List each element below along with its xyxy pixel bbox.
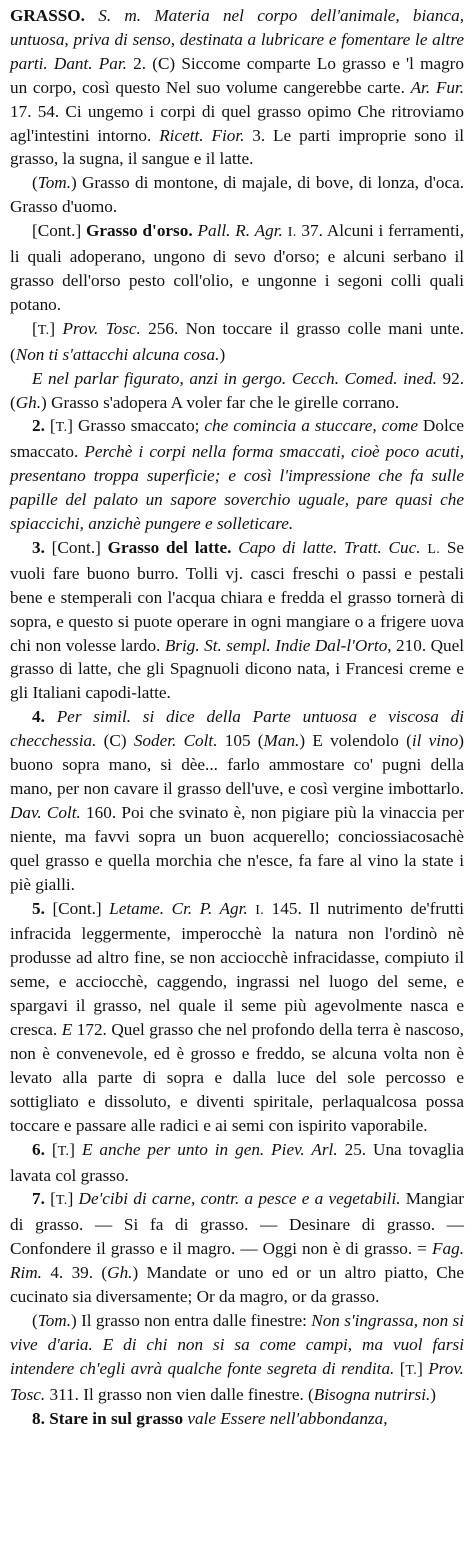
- italic-text: Man.: [263, 731, 300, 751]
- italic-text: Brig. St. sempl. Indie Dal-l'Orto: [164, 635, 388, 655]
- entry-paragraph: [10, 1187, 464, 1309]
- body-text: 3. Le parti improprie sono il grasso, la sugna, il sangue e il latte.: [10, 125, 465, 169]
- body-text: (: [32, 1310, 38, 1330]
- entry-paragraph: [10, 317, 464, 367]
- italic-text: Ar. Fur.: [410, 77, 465, 97]
- italic-text: Tom.: [37, 173, 72, 193]
- italic-text: Capo di latte. Tratt. Cuc.: [238, 537, 421, 557]
- body-text: [: [394, 1358, 406, 1378]
- body-text: 160. Poi che svinato è, non pigiare più la vinaccia per niente, ma favvi sopra un buon acquerello; conciossiacosachè quel grasso e quella morchia che n'esce, fa fare al vino la state i piè gialli.: [10, 802, 465, 894]
- body-text: ) E volendolo (: [299, 731, 412, 751]
- italic-text: Non ti s'attacchi alcuna cosa.: [15, 344, 220, 364]
- body-text: [: [44, 1139, 58, 1159]
- italic-text: Pall. R. Agr.: [197, 221, 283, 241]
- body-text: ]: [417, 1358, 429, 1378]
- small-caps-text: L.: [427, 540, 441, 557]
- body-text: [Cont.]: [44, 898, 110, 918]
- small-caps-text: I.: [255, 901, 265, 918]
- entry-heading: 2.: [32, 416, 45, 436]
- italic-text: vale Essere nell'abbondanza,: [187, 1408, 388, 1428]
- entry-heading: Grasso del latte.: [107, 537, 232, 557]
- body-text: Mangiar di grasso. — Si fa di grasso. — Desinare di grasso. — Confondere il grasso e il magro. — Oggi non è di grasso. =: [10, 1189, 465, 1259]
- entry-paragraph: [10, 1407, 464, 1431]
- italic-text: Bisogna nutrirsi.: [313, 1384, 431, 1404]
- italic-text: Per simil. si dice della Parte untuosa e viscosa di checchessia.: [10, 707, 464, 751]
- small-caps-text: I.: [287, 224, 297, 241]
- italic-text: Soder. Colt.: [133, 731, 218, 751]
- body-text: ) buono sopra mano, si dèe... farlo ammostare co' pugni della mano, per non cavare il grasso dell'uve, e così vergine imbottarlo.: [10, 731, 464, 798]
- italic-text: Prov. Tosc.: [10, 1358, 464, 1404]
- italic-text: Fag. Rim.: [10, 1239, 464, 1283]
- body-text: 92. (: [10, 368, 465, 412]
- body-text: 17. 54. Ci ungemo i corpi di quel grasso opimo Che ritroviamo agl'intestini intorno.: [10, 101, 464, 145]
- body-text: ]: [67, 1189, 79, 1209]
- body-text: ) Il grasso non entra dalle finestre:: [71, 1310, 312, 1330]
- body-text: (C): [96, 731, 134, 751]
- small-caps-text: T.: [55, 1192, 68, 1209]
- italic-text: Tom.: [37, 1310, 72, 1330]
- italic-text: E anche per unto in gen. Piev. Arl.: [81, 1139, 338, 1159]
- small-caps-text: T.: [37, 321, 50, 338]
- italic-text: il vino: [411, 731, 459, 751]
- italic-text: E nel parlar figurato, anzi in gergo. Cecch. Comed. ined.: [32, 368, 437, 388]
- entry-heading: 8. Stare in sul grasso: [32, 1408, 184, 1428]
- body-text: , 210. Quel grasso di latte, che gli Spagnuoli dicono nata, i Francesi creme e gli Italiani capodi-latte.: [10, 635, 464, 703]
- entry-paragraph: [10, 171, 464, 219]
- body-text: 311. Il grasso non vien dalle finestre. (: [45, 1384, 314, 1404]
- body-text: ): [219, 344, 226, 364]
- italic-text: che comincia a stuccare, come: [204, 416, 418, 436]
- body-text: 145. Il nutrimento de'frutti infracida leggermente, imperocchè la natura non l'ordinò nè produsse ad altro fine, se non acciocchè infracidasse, compiuto il seme, e acciocchè, caggendo, ingrassi nel luogo del seme, e spargavi il grasso, nel quale il seme più agevolmente nasca e cresca.: [10, 898, 465, 1040]
- entry-heading: 3.: [32, 537, 45, 557]
- small-caps-text: T.: [405, 1361, 418, 1378]
- body-text: 25. Una tovaglia lavata col grasso.: [10, 1139, 464, 1185]
- body-text: ]: [49, 318, 63, 338]
- entry-heading: Grasso d'orso.: [86, 221, 193, 241]
- entry-heading: 7.: [32, 1189, 45, 1209]
- italic-text: Letame. Cr. P. Agr.: [109, 898, 248, 918]
- body-text: 37. Alcuni i ferramenti, li quali adoperano, ungono di sevo d'orso; e alcuni serbano il grasso dell'orso pesto coll'olio, e ungonne i segoni colli quali potano.: [10, 221, 464, 314]
- entry-paragraph: [10, 1309, 464, 1407]
- italic-text: S. m. Materia nel corpo dell'animale, bianca, untuosa, priva di senso, destinata a lubricare e fomentare le altre parti. Dant. Par.: [10, 6, 464, 73]
- italic-text: Perchè i corpi nella forma smaccati, cioè poco acuti, presentano troppa superficie; e così l'impressione che fa sulle papille del palato un sapore soverchio uguale, pare quasi che spiaccichi, anzichè pungere e solleticare.: [10, 442, 464, 534]
- italic-text: Dav. Colt.: [10, 802, 81, 822]
- italic-text: Prov. Tosc.: [62, 318, 141, 338]
- italic-text: Gh.: [15, 392, 42, 412]
- italic-text: Gh.: [107, 1263, 133, 1283]
- body-text: [Cont.]: [44, 537, 108, 557]
- body-text: ]: [69, 1139, 82, 1159]
- entry-paragraph: [10, 536, 464, 705]
- entry-paragraph: [10, 897, 464, 1138]
- entry-paragraph: [10, 1138, 464, 1188]
- body-text: (: [32, 173, 38, 193]
- entry-heading: 5.: [32, 898, 45, 918]
- body-text: [: [32, 318, 38, 338]
- entry-paragraph: [10, 414, 464, 536]
- italic-text: De'cibi di carne, contr. a pesce e a vegetabili.: [78, 1189, 401, 1209]
- body-text: ) Grasso s'adopera A voler far che le girelle corrano.: [41, 392, 400, 412]
- body-text: 2. (C) Siccome comparte Lo grasso e 'l magro un corpo, così questo Nel suo volume cangerebbe carte.: [10, 53, 464, 97]
- small-caps-text: T.: [55, 419, 68, 436]
- body-text: [: [44, 416, 56, 436]
- body-text: 256. Non toccare il grasso colle mani unte. (: [10, 318, 464, 364]
- entry-paragraph: [10, 219, 464, 317]
- italic-text: Ricett. Fior.: [159, 125, 245, 145]
- body-text: Se vuoli fare buono burro. Tolli vj. casci freschi o passi e pestali bene e stemperali con l'acqua chiara e fredda el grasso tornerà di sopra, e questo si puote operare in ogni mangiare o a frigere uova chi non volesse lardo.: [10, 537, 465, 655]
- body-text: ): [430, 1384, 437, 1404]
- small-caps-text: T.: [57, 1142, 70, 1159]
- entry-paragraph: [10, 705, 464, 896]
- body-text: ] Grasso smaccato;: [67, 416, 205, 436]
- italic-text: Non s'ingrassa, non si vive d'aria. E di chi non si sa come campi, ma vuol farsi intendere ch'egli avrà qualche fonte segreta di rendita.: [10, 1310, 464, 1378]
- body-text: ) Mandate or uno ed or un altro piatto, Che cucinato sia diversamente; Or da magro, or da grasso.: [10, 1263, 464, 1307]
- entry-paragraph: [10, 367, 464, 415]
- body-text: [85, 6, 98, 25]
- body-text: [: [44, 1189, 56, 1209]
- body-text: 4. 39. (: [41, 1263, 108, 1283]
- body-text: [Cont.]: [32, 221, 87, 241]
- entry-heading: 4.: [32, 707, 45, 727]
- body-text: 105 (: [217, 731, 264, 751]
- body-text: 172. Quel grasso che nel profondo della terra è nascoso, non è convenevole, ed è grosso e freddo, se alcuna volta non è levato alla parte di sopra e dalla luce del sole percosso e sottigliato e dissoluto, e diventi spiritale, perlaqualcosa possa toccare e passare alle radici e ai semi con ispirito vaporabile.: [10, 1020, 464, 1135]
- entry-heading: GRASSO.: [10, 6, 85, 25]
- italic-text: E: [61, 1020, 73, 1040]
- body-text: [45, 707, 57, 726]
- body-text: Dolce smaccato.: [10, 416, 464, 462]
- entry-heading: 6.: [32, 1139, 45, 1159]
- body-text: ) Grasso di montone, di majale, di bove, di lonza, d'oca. Grasso d'uomo.: [10, 173, 464, 217]
- entry-paragraph: [10, 4, 464, 171]
